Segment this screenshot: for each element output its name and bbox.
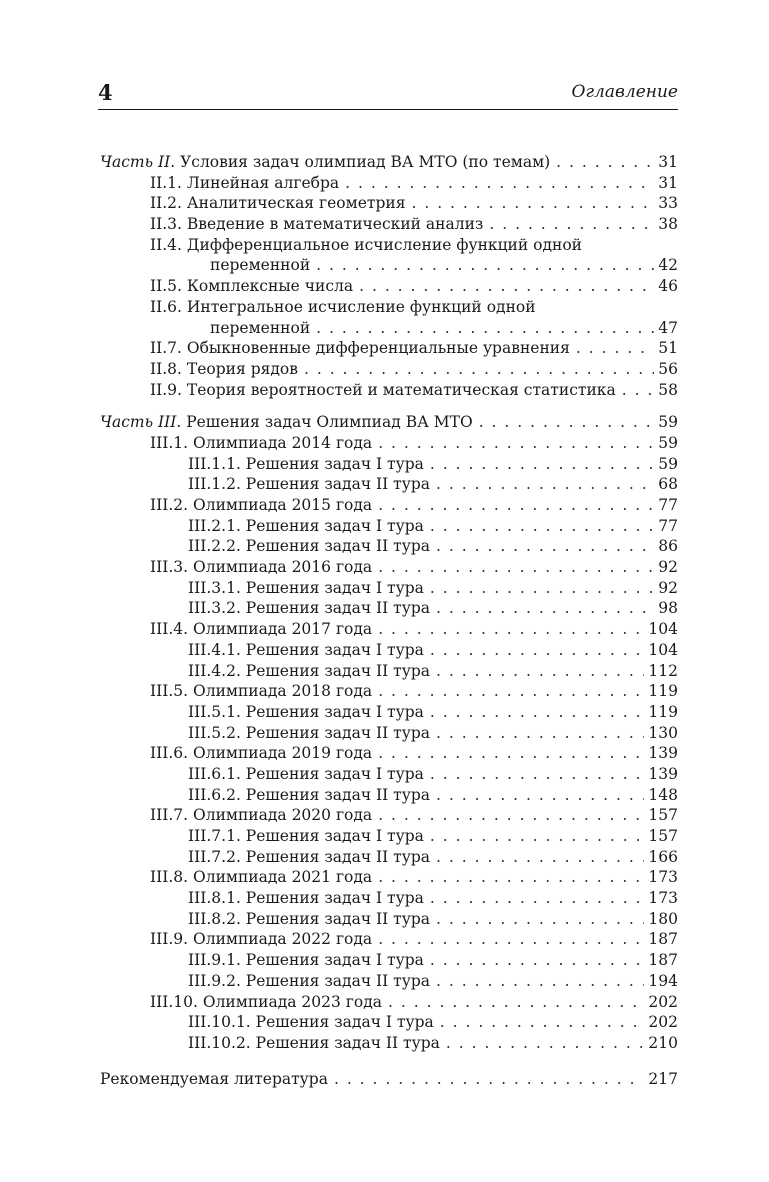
toc-subsection-entry[interactable] bbox=[100, 640, 678, 661]
toc-section-entry[interactable] bbox=[100, 743, 678, 764]
page-ref: 210 bbox=[648, 1033, 678, 1052]
dot-leader bbox=[436, 847, 644, 868]
dot-leader bbox=[430, 764, 644, 785]
dot-leader bbox=[622, 380, 655, 401]
toc-section-entry[interactable] bbox=[100, 173, 678, 194]
part-label: Часть II. bbox=[100, 153, 176, 171]
toc-section-entry[interactable] bbox=[100, 235, 678, 256]
dot-leader bbox=[411, 193, 654, 214]
toc-literature-entry[interactable] bbox=[100, 1069, 678, 1090]
dot-leader bbox=[304, 359, 654, 380]
entry-title: III.2. Олимпиада 2015 года bbox=[150, 496, 373, 514]
page-ref: 98 bbox=[658, 599, 678, 618]
toc-section-entry[interactable] bbox=[100, 338, 678, 359]
page-ref: 42 bbox=[658, 256, 678, 275]
entry-title: III.10. Олимпиада 2023 года bbox=[150, 992, 383, 1011]
page-ref: 130 bbox=[648, 723, 678, 742]
entry-title: III.10.1. Решения задач I тура bbox=[188, 1013, 434, 1032]
page-ref: 59 bbox=[658, 454, 678, 473]
dot-leader bbox=[436, 598, 654, 619]
part-title: Решения задач Олимпиад ВА МТО bbox=[181, 413, 473, 432]
page-ref: 104 bbox=[648, 620, 678, 639]
entry-title: III.7. Олимпиада 2020 года bbox=[150, 806, 373, 825]
page-ref: 180 bbox=[648, 909, 678, 928]
toc-section-entry[interactable] bbox=[100, 681, 678, 702]
dot-leader bbox=[430, 888, 644, 909]
page-ref: 157 bbox=[648, 827, 678, 845]
toc-section-entry[interactable] bbox=[100, 380, 678, 401]
toc-subsection-entry[interactable] bbox=[100, 847, 678, 868]
entry-title: III.8.2. Решения задач II тура bbox=[188, 909, 431, 928]
page-ref: 173 bbox=[648, 889, 678, 908]
entry-title: II.6. Интегральное исчисление функций одной bbox=[150, 297, 536, 316]
toc-section-entry[interactable] bbox=[100, 992, 678, 1013]
dot-leader bbox=[440, 1012, 645, 1033]
dot-leader bbox=[430, 640, 644, 661]
toc-section-entry[interactable] bbox=[100, 297, 678, 318]
toc-section-entry[interactable] bbox=[100, 619, 678, 640]
dot-leader bbox=[479, 412, 655, 433]
entry-title: III.3. Олимпиада 2016 года bbox=[150, 558, 373, 577]
toc-subsection-entry[interactable] bbox=[100, 661, 678, 682]
entry-title: III.8. Олимпиада 2021 года bbox=[150, 868, 373, 887]
dot-leader bbox=[436, 536, 654, 557]
entry-title: III.6.1. Решения задач I тура bbox=[188, 764, 424, 783]
dot-leader bbox=[345, 173, 654, 194]
page-ref: 59 bbox=[658, 413, 678, 432]
dot-leader bbox=[430, 950, 644, 971]
entry-title: III.4. Олимпиада 2017 года bbox=[150, 620, 373, 639]
page-ref: 148 bbox=[648, 785, 678, 804]
entry-title: III.7.1. Решения задач I тура bbox=[188, 827, 424, 845]
dot-leader bbox=[378, 867, 644, 888]
entry-title: II.4. Дифференциальное исчисление функций одной bbox=[150, 235, 583, 254]
toc-subsection-entry[interactable] bbox=[100, 764, 678, 785]
dot-leader bbox=[576, 338, 654, 359]
entry-title: III.5.1. Решения задач I тура bbox=[188, 702, 424, 721]
page-ref: 59 bbox=[658, 433, 678, 452]
dot-leader bbox=[316, 318, 654, 339]
page-ref: 119 bbox=[648, 702, 678, 721]
entry-title: III.2.2. Решения задач II тура bbox=[188, 537, 431, 556]
page-ref: 47 bbox=[658, 318, 678, 337]
dot-leader bbox=[436, 661, 644, 682]
dot-leader bbox=[436, 474, 654, 495]
entry-title: III.3.1. Решения задач I тура bbox=[188, 578, 424, 597]
dot-leader bbox=[378, 557, 654, 578]
page-ref: 38 bbox=[658, 215, 678, 234]
toc-section-entry[interactable] bbox=[100, 276, 678, 297]
page-ref: 31 bbox=[658, 153, 678, 171]
entry-title: III.5.2. Решения задач II тура bbox=[188, 723, 431, 742]
entry-title: III.9.1. Решения задач I тура bbox=[188, 951, 424, 970]
toc-section-entry[interactable] bbox=[100, 214, 678, 235]
page-ref: 217 bbox=[648, 1069, 678, 1088]
entry-title: II.7. Обыкновенные дифференциальные уравнения bbox=[150, 339, 570, 358]
table-of-contents bbox=[100, 152, 678, 1089]
entry-title: III.1. Олимпиада 2014 года bbox=[150, 433, 373, 452]
toc-subsection-entry[interactable] bbox=[100, 785, 678, 806]
toc-subsection-entry[interactable] bbox=[100, 578, 678, 599]
page-ref: 194 bbox=[648, 971, 678, 990]
entry-title: переменной bbox=[210, 318, 311, 337]
page-ref: 157 bbox=[648, 806, 678, 825]
entry-title: III.5. Олимпиада 2018 года bbox=[150, 682, 373, 701]
toc-subsection-entry[interactable] bbox=[100, 474, 678, 495]
page-ref: 173 bbox=[648, 868, 678, 887]
toc-section-entry[interactable] bbox=[100, 359, 678, 380]
page-ref: 51 bbox=[658, 339, 678, 358]
page-ref: 166 bbox=[648, 847, 678, 866]
toc-subsection-entry[interactable] bbox=[100, 971, 678, 992]
entry-title: II.8. Теория рядов bbox=[150, 359, 298, 378]
toc-section-entry[interactable] bbox=[100, 193, 678, 214]
dot-leader bbox=[359, 276, 654, 297]
page-number: 4 bbox=[98, 80, 113, 105]
dot-leader bbox=[436, 971, 644, 992]
dot-leader bbox=[489, 214, 654, 235]
toc-part-heading[interactable] bbox=[100, 412, 678, 433]
toc-subsection-entry[interactable] bbox=[100, 454, 678, 475]
toc-subsection-entry[interactable] bbox=[100, 723, 678, 744]
entry-title: III.9.2. Решения задач II тура bbox=[188, 971, 431, 990]
toc-section-entry[interactable] bbox=[100, 495, 678, 516]
dot-leader bbox=[430, 454, 654, 475]
page-ref: 31 bbox=[658, 173, 678, 192]
toc-section-continuation[interactable] bbox=[100, 318, 678, 339]
toc-subsection-entry[interactable] bbox=[100, 888, 678, 909]
toc-subsection-entry[interactable] bbox=[100, 950, 678, 971]
entry-title: III.6.2. Решения задач II тура bbox=[188, 785, 431, 804]
dot-leader bbox=[430, 516, 654, 537]
toc-subsection-entry[interactable] bbox=[100, 536, 678, 557]
dot-leader bbox=[378, 743, 644, 764]
entry-title: III.4.2. Решения задач II тура bbox=[188, 661, 431, 680]
dot-leader bbox=[316, 255, 654, 276]
dot-leader bbox=[388, 992, 644, 1013]
toc-section-entry[interactable] bbox=[100, 557, 678, 578]
entry-title: III.1.2. Решения задач II тура bbox=[188, 475, 431, 494]
entry-title: II.2. Аналитическая геометрия bbox=[150, 194, 406, 213]
page-ref: 33 bbox=[658, 194, 678, 213]
dot-leader bbox=[378, 619, 644, 640]
dot-leader bbox=[378, 495, 654, 516]
entry-title: III.4.1. Решения задач I тура bbox=[188, 640, 424, 659]
toc-subsection-entry[interactable] bbox=[100, 1012, 678, 1033]
page-ref: 187 bbox=[648, 930, 678, 949]
page-ref: 77 bbox=[658, 516, 678, 535]
page-ref: 68 bbox=[658, 475, 678, 494]
entry-title: III.9. Олимпиада 2022 года bbox=[150, 930, 373, 949]
dot-leader bbox=[378, 929, 644, 950]
entry-title: Рекомендуемая литература bbox=[100, 1069, 328, 1088]
dot-leader bbox=[378, 681, 644, 702]
entry-title: III.3.2. Решения задач II тура bbox=[188, 599, 431, 618]
page-ref: 139 bbox=[648, 744, 678, 763]
entry-title: II.9. Теория вероятностей и математическая статистика bbox=[150, 380, 616, 399]
page-header bbox=[98, 78, 678, 110]
running-title: Оглавление bbox=[571, 82, 678, 102]
toc-section-entry[interactable] bbox=[100, 929, 678, 950]
part-title: Условия задач олимпиад ВА МТО (по темам) bbox=[175, 153, 551, 171]
dot-leader bbox=[436, 785, 644, 806]
page-ref: 92 bbox=[658, 578, 678, 597]
dot-leader bbox=[436, 723, 644, 744]
entry-title: III.7.2. Решения задач II тура bbox=[188, 847, 431, 866]
page-ref: 202 bbox=[648, 1013, 678, 1032]
dot-leader bbox=[430, 578, 654, 599]
header-rule bbox=[98, 109, 678, 110]
page-ref: 187 bbox=[648, 951, 678, 970]
entry-title: III.6. Олимпиада 2019 года bbox=[150, 744, 373, 763]
entry-title: III.1.1. Решения задач I тура bbox=[188, 454, 424, 473]
part-label: Часть III. bbox=[100, 413, 182, 432]
page-ref: 77 bbox=[658, 496, 678, 514]
page-ref: 139 bbox=[648, 764, 678, 783]
page-ref: 56 bbox=[658, 359, 678, 378]
page-ref: 119 bbox=[648, 682, 678, 701]
page-ref: 92 bbox=[658, 558, 678, 577]
toc-subsection-entry[interactable] bbox=[100, 1033, 678, 1054]
toc-subsection-entry[interactable] bbox=[100, 826, 678, 847]
entry-title: III.2.1. Решения задач I тура bbox=[188, 516, 424, 535]
dot-leader bbox=[378, 433, 654, 454]
toc-section-entry[interactable] bbox=[100, 805, 678, 826]
page-ref: 86 bbox=[658, 537, 678, 556]
toc-part-heading[interactable] bbox=[100, 152, 678, 173]
toc-section-continuation[interactable] bbox=[100, 255, 678, 276]
toc-subsection-entry[interactable] bbox=[100, 516, 678, 537]
page-ref: 104 bbox=[648, 640, 678, 659]
dot-leader bbox=[334, 1069, 644, 1090]
entry-title: переменной bbox=[210, 256, 311, 275]
toc-subsection-entry[interactable] bbox=[100, 598, 678, 619]
page-ref: 112 bbox=[648, 661, 678, 680]
dot-leader bbox=[378, 805, 644, 826]
toc-section-entry[interactable] bbox=[100, 433, 678, 454]
page-ref: 202 bbox=[648, 992, 678, 1011]
dot-leader bbox=[430, 826, 644, 847]
dot-leader bbox=[446, 1033, 645, 1054]
toc-section-entry[interactable] bbox=[100, 867, 678, 888]
page-ref: 58 bbox=[658, 380, 678, 399]
dot-leader bbox=[556, 152, 654, 173]
entry-title: II.5. Комплексные числа bbox=[150, 277, 354, 296]
entry-title: II.1. Линейная алгебра bbox=[150, 173, 340, 192]
entry-title: III.8.1. Решения задач I тура bbox=[188, 889, 424, 908]
entry-title: III.10.2. Решения задач II тура bbox=[188, 1033, 440, 1052]
dot-leader bbox=[430, 702, 644, 723]
toc-subsection-entry[interactable] bbox=[100, 702, 678, 723]
toc-subsection-entry[interactable] bbox=[100, 909, 678, 930]
page-ref: 46 bbox=[658, 277, 678, 296]
entry-title: II.3. Введение в математический анализ bbox=[150, 215, 484, 234]
dot-leader bbox=[436, 909, 644, 930]
